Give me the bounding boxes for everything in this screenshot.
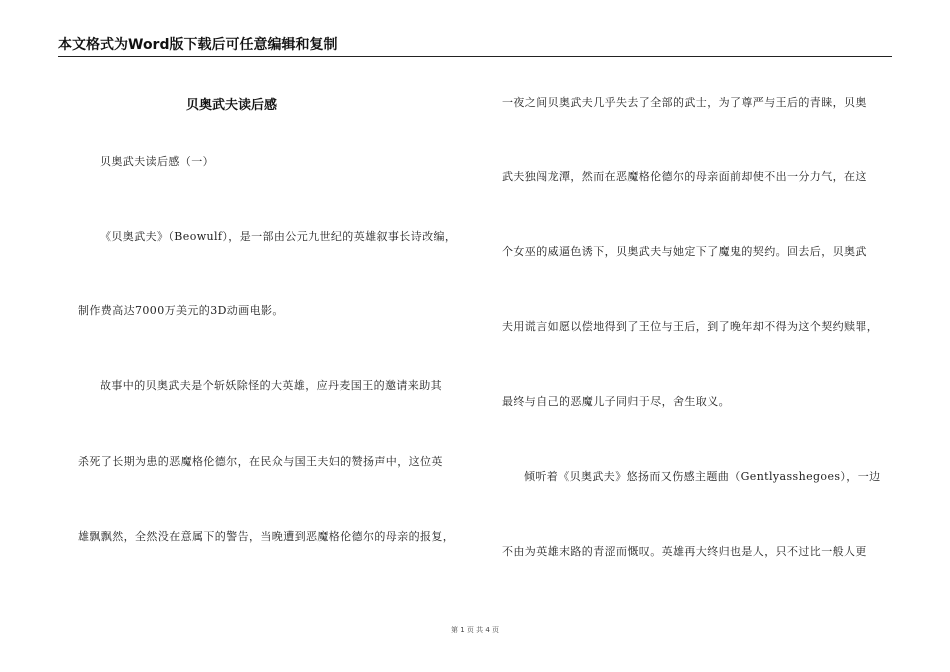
document-title: 贝奥武夫读后感	[186, 98, 278, 113]
paragraph-line: 故事中的贝奥武夫是个斩妖除怪的大英雄，应丹麦国王的邀请来助其	[100, 379, 442, 392]
paragraph-line: 雄飘飘然，全然没在意属下的警告，当晚遭到恶魔格伦德尔的母亲的报复，	[78, 530, 455, 543]
paragraph-line: 最终与自己的恶魔儿子同归于尽，舍生取义。	[502, 395, 730, 408]
paragraph-line: 贝奥武夫读后感（一）	[100, 155, 214, 168]
page-footer: 第 1 页 共 4 页	[450, 626, 500, 634]
header-rule	[58, 56, 892, 57]
page-header: 本文格式为Word版下载后可任意编辑和复制	[58, 37, 338, 53]
paragraph-line: 倾听着《贝奥武夫》悠扬而又伤感主题曲（Gentlyasshegoes），一边	[524, 470, 881, 483]
paragraph-line: 制作费高达7000万美元的3D动画电影。	[78, 304, 284, 317]
paragraph-line: 《贝奥武夫》（Beowulf），是一部由公元九世纪的英雄叙事长诗改编，	[100, 230, 457, 243]
paragraph-line: 武夫独闯龙潭，然而在恶魔格伦德尔的母亲面前却使不出一分力气，在这	[502, 170, 867, 183]
paragraph-line: 个女巫的威逼色诱下，贝奥武夫与她定下了魔鬼的契约。回去后，贝奥武	[502, 245, 867, 258]
paragraph-line: 夫用谎言如愿以偿地得到了王位与王后，到了晚年却不得为这个契约赎罪，	[502, 320, 879, 333]
paragraph-line: 一夜之间贝奥武夫几乎失去了全部的武士，为了尊严与王后的青睐，贝奥	[502, 96, 867, 109]
paragraph-line: 杀死了长期为患的恶魔格伦德尔，在民众与国王夫妇的赞扬声中，这位英	[78, 455, 443, 468]
paragraph-line: 不由为英雄末路的青涩而慨叹。英雄再大终归也是人，只不过比一般人更	[502, 545, 867, 558]
